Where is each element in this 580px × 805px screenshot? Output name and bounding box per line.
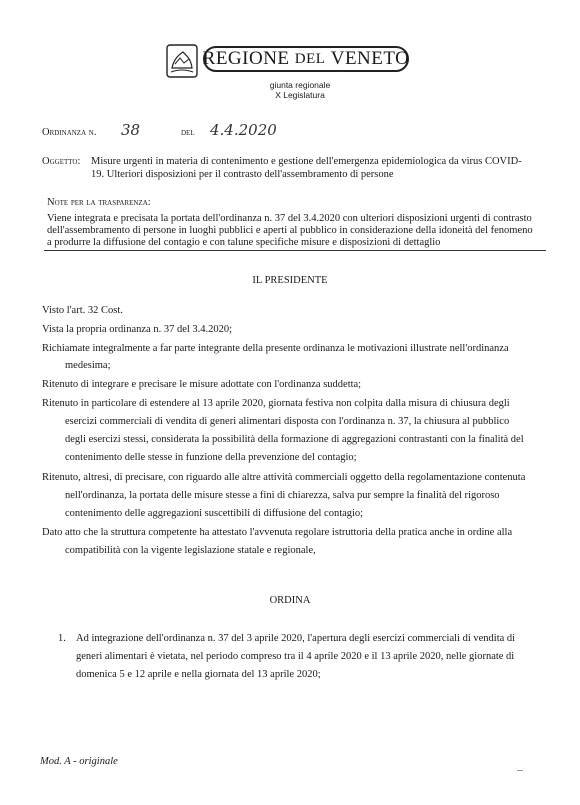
page-mark [517, 770, 523, 771]
premessa-dato-atto-1: Dato atto che la struttura competente ha attestato l'avvenuta regolare istruttoria della pratica anche in ordine alla [42, 527, 513, 538]
regione-veneto-logo [203, 46, 409, 72]
logo-text-main: REGIONE [202, 48, 290, 69]
premessa-ritenuto-estendere-4: contenimento delle stesse in funzione della prevenzione del contagio; [65, 452, 357, 463]
premessa-ritenuto-precisare-1: Ritenuto, altresì, di precisare, con riguardo alle altre attività commerciali oggetto della regolamentazione contenuta [42, 472, 526, 483]
premessa-vista: Vista la propria ordinanza n. 37 del 3.4.2020; [42, 324, 233, 335]
logo-text-del: DEL [294, 50, 326, 67]
note-divider [44, 250, 546, 251]
ordinanza-number: 38 [121, 121, 141, 139]
premessa-dato-atto-2: compatibilità con la vigente legislazione statale e regionale, [65, 545, 316, 556]
del-label: del [181, 127, 195, 138]
regione-veneto-seal-icon [166, 44, 198, 78]
giunta-regionale: giunta regionale [269, 80, 331, 90]
premessa-richiamate-1: Richiamate integralmente a far parte integrante della presente ordinanza le motivazioni illustrate nell'ordinanza [42, 343, 509, 354]
presidente-heading: IL PRESIDENTE [252, 275, 328, 286]
premessa-ritenuto-estendere-2: esercizi commerciali di vendita di generi alimentari disposta con l'ordinanza n. 37, la chiusura al pubblico [65, 416, 510, 427]
ordina-item-line-2: generi alimentari è vietata, nel periodo compreso tra il 4 aprile 2020 e il 13 aprile 2020, nelle giornate di [76, 651, 515, 662]
note-line-2: dell'assembramento di persone in luoghi pubblici e aperti al pubblico in considerazione della idoneità del fenomeno [47, 225, 533, 236]
ordina-heading: ORDINA [269, 595, 311, 606]
oggetto-label: Oggetto: [42, 156, 81, 167]
oggetto-line-2: 19. Ulteriori disposizioni per il contrasto dell'assembramento di persone [91, 169, 394, 180]
logo-text-veneto: VENETO [330, 48, 410, 69]
note-line-1: Viene integrata e precisata la portata dell'ordinanza n. 37 del 3.4.2020 con ulteriori disposizioni urgenti di contrasto [47, 213, 532, 224]
premessa-ritenuto-estendere-3: degli esercizi stessi, considerata la possibilità della formazione di aggregazioni contrastanti con la finalità del [65, 434, 524, 445]
ordina-item-number: 1. [58, 633, 66, 644]
premessa-ritenuto-precisare-2: nell'ordinanza, la portata delle misure stesse a fini di chiarezza, salva pur sempre la finalità del rigoroso [65, 490, 500, 501]
ordinanza-label: Ordinanza n. [42, 127, 97, 138]
footer-mod: Mod. A - originale [40, 756, 118, 767]
note-line-3: a produrre la diffusione del contagio e con talune specifiche misure e disposizioni di dettaglio [47, 237, 441, 248]
ordina-item-line-3: domenica 5 e 12 aprile e nella giornata del 13 aprile 2020; [76, 669, 321, 680]
note-label: Note per la trasparenza: [47, 197, 151, 208]
ordina-item-line-1: Ad integrazione dell'ordinanza n. 37 del 3 aprile 2020, l'apertura degli esercizi commerciali di vendita di [76, 633, 516, 644]
premessa-visto: Visto l'art. 32 Cost. [42, 305, 123, 316]
oggetto-line-1: Misure urgenti in materia di contenimento e gestione dell'emergenza epidemiologica da virus COVID- [91, 156, 522, 167]
premessa-ritenuto-integrare: Ritenuto di integrare e precisare le misure adottate con l'ordinanza suddetta; [42, 379, 362, 390]
premessa-ritenuto-precisare-3: contenimento delle aggregazioni suscettibili di diffusione del contagio; [65, 508, 364, 519]
premessa-ritenuto-estendere-1: Ritenuto in particolare di estendere al 13 aprile 2020, giornata festiva non colpita dalla misura di chiusura degli [42, 398, 510, 409]
ordinanza-date: 4.4.2020 [210, 121, 277, 139]
legislatura: X Legislatura [275, 90, 325, 100]
premessa-richiamate-2: medesima; [65, 360, 111, 371]
